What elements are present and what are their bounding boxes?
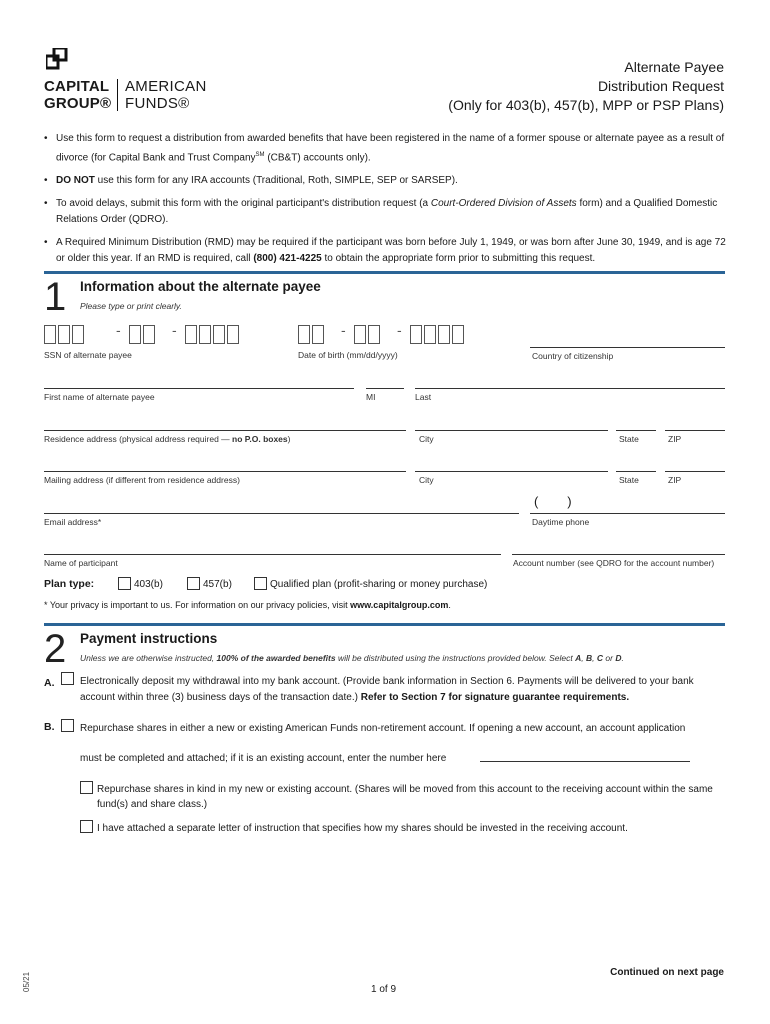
ssn-digit-box[interactable]: [213, 325, 225, 344]
daytime-phone-label: Daytime phone: [532, 517, 590, 527]
dob-digit-box[interactable]: [438, 325, 450, 344]
page-number: 1 of 9: [371, 984, 397, 995]
ssn-digit-box[interactable]: [227, 325, 239, 344]
participant-name-label: Name of participant: [44, 558, 118, 568]
dob-digit-box[interactable]: [312, 325, 324, 344]
dob-dash: -: [341, 322, 346, 338]
first-name-field[interactable]: [44, 388, 354, 389]
section2-subtitle: Unless we are otherwise instructed, 100% of the awarded benefits will be distributed using the instructions provided below. Select A, B, C or D.: [80, 653, 624, 663]
privacy-link[interactable]: www.capitalgroup.com: [350, 600, 449, 610]
title-line2: Distribution Request: [597, 78, 724, 94]
plan-403b-checkbox[interactable]: [118, 577, 131, 590]
mailing-city-field[interactable]: [415, 471, 608, 472]
residence-zip-label: ZIP: [668, 434, 682, 444]
bullet-item: • DO NOT use this form for any IRA accounts (Traditional, Roth, SIMPLE, SEP or SARSEP).: [44, 173, 734, 189]
ssn-digit-box[interactable]: [58, 325, 70, 344]
ssn-digit-box[interactable]: [44, 325, 56, 344]
residence-zip-field[interactable]: [665, 430, 725, 431]
option-b-letter-checkbox[interactable]: [80, 820, 93, 833]
plan-403b-label: 403(b): [134, 579, 163, 590]
intro-bullets: [44, 131, 734, 274]
bullet-item: • A Required Minimum Distribution (RMD) may be required if the participant was born before July 1, 1949, or was born after June 30, 1949, and is age 72 or older this year. If an RMD is required, call (800) 421-4225 to obtain the appropriate form prior to submitting this request.: [44, 235, 734, 267]
account-number-label: Account number (see QDRO for the account number): [513, 558, 715, 568]
plan-qualified-checkbox[interactable]: [254, 577, 267, 590]
brand-name-line2: GROUP®: [44, 95, 112, 112]
section1-rule: [44, 271, 725, 274]
plan-qualified-label: Qualified plan (profit-sharing or money purchase): [270, 579, 488, 590]
continued-note: Continued on next page: [610, 967, 724, 978]
mi-label: MI: [366, 392, 376, 402]
existing-account-number-field[interactable]: [480, 761, 690, 762]
option-b-in-kind-checkbox[interactable]: [80, 781, 93, 794]
brand-fund-line1: AMERICAN: [125, 78, 207, 95]
option-a-text: Electronically deposit my withdrawal into my bank account. (Provide bank information in Section 6. Payments will be delivered to your bank account within three (3) business days of the transaction date.) Refer to Section 7 for signature guarantee requirements.: [80, 676, 694, 703]
ssn-digit-box[interactable]: [129, 325, 141, 344]
mailing-state-field[interactable]: [616, 471, 656, 472]
last-name-label: Last: [415, 392, 432, 402]
section1-title: Information about the alternate payee: [80, 279, 321, 294]
participant-name-field[interactable]: [44, 554, 501, 555]
section1-subtitle: Please type or print clearly.: [80, 301, 182, 311]
date-code: 05/21: [22, 971, 31, 992]
residence-city-label: City: [419, 434, 434, 444]
dob-digit-box[interactable]: [410, 325, 422, 344]
brand-american-funds: [125, 78, 207, 112]
dob-digit-box[interactable]: [452, 325, 464, 344]
country-field[interactable]: [530, 347, 725, 348]
email-label: Email address*: [44, 517, 102, 527]
ssn-dash: -: [172, 322, 177, 338]
option-b-in-kind-text: Repurchase shares in kind in my new or existing account. (Shares will be moved from this account to the receiving account within the same fund(s) and share class.): [97, 784, 713, 810]
mailing-state-label: State: [619, 475, 639, 485]
ssn-input[interactable]: [44, 322, 274, 347]
ssn-dash: -: [116, 322, 121, 338]
dob-dash: -: [397, 322, 402, 338]
ssn-label: SSN of alternate payee: [44, 350, 132, 360]
mailing-address-field[interactable]: [44, 471, 406, 472]
last-name-field[interactable]: [415, 388, 725, 389]
first-name-label: First name of alternate payee: [44, 392, 155, 402]
plan-457b-label: 457(b): [203, 579, 232, 590]
bullet-item: • Use this form to request a distribution from awarded benefits that have been registered in the name of a former spouse or alternate payee as a result of divorce (for Capital Bank and Trust Company℠ (CB&T) accounts only).: [44, 131, 734, 166]
option-b-text: Repurchase shares in either a new or existing American Funds non-retirement account. If opening a new account, an account application: [80, 723, 686, 734]
option-a-checkbox[interactable]: [61, 672, 74, 685]
ssn-digit-box[interactable]: [72, 325, 84, 344]
ssn-digit-box[interactable]: [143, 325, 155, 344]
form-title: [448, 58, 724, 115]
dob-label: Date of birth (mm/dd/yyyy): [298, 350, 398, 360]
ssn-digit-box[interactable]: [199, 325, 211, 344]
bullet-item: • To avoid delays, submit this form with the original participant's distribution request (a Court-Ordered Division of Assets form) and a Qualified Domestic Relations Order (QDRO).: [44, 196, 734, 228]
title-line3: (Only for 403(b), 457(b), MPP or PSP Plans): [448, 97, 724, 113]
section2-number: 2: [44, 627, 67, 671]
plan-457b-checkbox[interactable]: [187, 577, 200, 590]
dob-digit-box[interactable]: [368, 325, 380, 344]
privacy-note: * Your privacy is important to us. For information on our privacy policies, visit www.capitalgroup.com.: [44, 600, 451, 610]
daytime-phone-field[interactable]: [530, 513, 725, 514]
residence-state-label: State: [619, 434, 639, 444]
mailing-city-label: City: [419, 475, 434, 485]
dob-input[interactable]: [298, 322, 508, 347]
option-a-letter: A.: [44, 677, 55, 689]
section2-rule: [44, 623, 725, 626]
capital-group-logo-icon: [46, 48, 72, 74]
brand-capital-group: [44, 78, 111, 112]
residence-city-field[interactable]: [415, 430, 608, 431]
option-b-letter-text: I have attached a separate letter of instruction that specifies how my shares should be invested in the receiving account.: [97, 823, 628, 834]
dob-digit-box[interactable]: [298, 325, 310, 344]
country-label: Country of citizenship: [532, 351, 614, 361]
email-field[interactable]: [44, 513, 519, 514]
mi-field[interactable]: [366, 388, 404, 389]
residence-address-field[interactable]: [44, 430, 406, 431]
residence-state-field[interactable]: [616, 430, 656, 431]
mailing-zip-label: ZIP: [668, 475, 682, 485]
account-number-field[interactable]: [512, 554, 725, 555]
ssn-digit-box[interactable]: [185, 325, 197, 344]
section2-title: Payment instructions: [80, 631, 218, 646]
residence-address-label: Residence address (physical address required — no P.O. boxes): [44, 434, 291, 444]
plan-type-label: Plan type:: [44, 578, 95, 590]
dob-digit-box[interactable]: [424, 325, 436, 344]
option-b-checkbox[interactable]: [61, 719, 74, 732]
option-b-letter: B.: [44, 721, 55, 733]
phone-area-code: ( ): [534, 494, 572, 509]
option-b-text-line2: must be completed and attached; if it is an existing account, enter the number here: [80, 753, 447, 764]
brand-name-line1: CAPITAL: [44, 78, 110, 95]
brand-divider: [117, 79, 118, 111]
mailing-address-label: Mailing address (if different from residence address): [44, 475, 240, 485]
mailing-zip-field[interactable]: [665, 471, 725, 472]
title-line1: Alternate Payee: [624, 59, 724, 75]
brand-fund-line2: FUNDS®: [125, 95, 190, 112]
section1-number: 1: [44, 275, 67, 319]
dob-digit-box[interactable]: [354, 325, 366, 344]
